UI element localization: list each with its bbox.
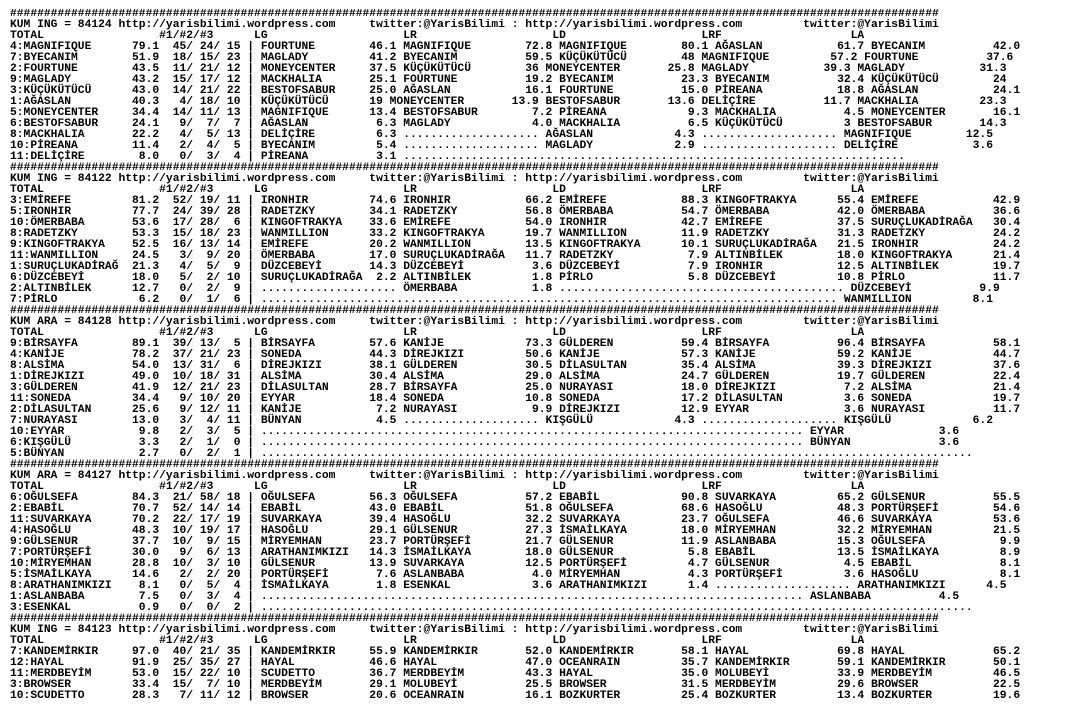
result-row: 9:BİRSAYFA 89.1 39/ 13/ 5 | BİRSAYFA 57.6 KANİJE 73.3 GÜLDEREN 59.4 BİRSAYFA 96.4 BİRSAYFA 58.1 <box>10 338 1021 350</box>
result-row: 10:ÖMERBABA 53.6 17/ 28/ 6 | KINGOFTRAKYA 33.6 EMİREFE 54.0 IRONHIR 42.7 EMİREFE 37.5 SURUÇLUKADİRAĞA 30.4 <box>10 217 1021 229</box>
result-row: 7:PİRLO 6.2 0/ 1/ 6 | ..................................................................................... WANMILLION 8.1 <box>10 294 993 306</box>
result-row: 4:HASOĞLU 48.3 10/ 19/ 17 | HASOĞLU 29.1 GÜLSENUR 27.3 İSMAİLKAYA 18.0 MİRYEMHAN 32.2 MİRYEMHAN 21.5 <box>10 525 1021 537</box>
result-row: 3:ESENKAL 0.9 0/ 0/ 2 | ......................................................................................................... <box>10 602 973 614</box>
result-row: 5:MONEYCENTER 34.4 14/ 11/ 13 | MAGNIFIQUE 13.4 BESTOFSABUR 7.2 PİREANA 9.3 MACKHALIA 4.5 MONEYCENTER 16.1 <box>10 107 1021 119</box>
race-header-line: KUM ING = 84122 http://yarisbilimi.wordpress.com twitter:@YarisBilimi : http://yarisbilimi.wordpress.com twitter:@YarisBilimi <box>10 173 939 185</box>
result-row: 10:MİRYEMHAN 28.8 10/ 3/ 10 | GÜLSENUR 13.9 SUVARKAYA 12.5 PORTÜRŞEFİ 4.7 GÜLSENUR 4.5 EBABİL 8.1 <box>10 558 1021 570</box>
results-sheet <box>10 9 1072 709</box>
column-header-line: TOTAL #1/#2/#3 LG LR LD LRF LA <box>10 481 865 493</box>
result-row: 7:KANDEMİRKIR 97.0 40/ 21/ 35 | KANDEMİRKIR 55.9 KANDEMİRKIR 52.0 KANDEMİRKIR 58.1 HAYAL 69.8 HAYAL 65.2 <box>10 646 1021 658</box>
result-row: 10:EYYAR 9.8 2/ 3/ 5 | ................................................................................ EYYAR 3.6 <box>10 426 960 438</box>
result-row: 1:SURUÇLUKADİRAĞ 21.3 4/ 5/ 9 | DÜZCEBEYİ 14.3 DÜZCEBEYİ 3.6 DÜZCEBEYİ 7.9 IRONHIR 12.5 ALTINBİLEK 19.7 <box>10 261 1021 273</box>
result-row: 6:OĞULSEFA 84.3 21/ 58/ 18 | OĞULSEFA 56.3 OĞULSEFA 57.2 EBABİL 90.8 SUVARKAYA 65.2 GÜLSENUR 55.5 <box>10 492 1021 504</box>
result-row: 7:PORTÜRŞEFİ 30.0 9/ 6/ 13 | ARATHANIMKIZI 14.3 İSMAİLKAYA 18.0 GÜLSENUR 5.8 EBABİL 13.5 İSMAİLKAYA 8.9 <box>10 547 1021 559</box>
result-row: 8:ARATHANIMKIZI 8.1 0/ 5/ 4 | İSMAİLKAYA 1.8 ESENKAL 3.6 ARATHANIMKIZI 1.4 .................... ARATHANIMKIZI 4.5 <box>10 580 1007 592</box>
column-header-line: TOTAL #1/#2/#3 LG LR LD LRF LA <box>10 635 865 647</box>
separator-line: ######################################################################################################################################### <box>10 9 939 20</box>
race-header-line: KUM ARA = 84128 http://yarisbilimi.wordpress.com twitter:@YarisBilimi : http://yarisbilimi.wordpress.com twitter:@YarisBilimi <box>10 316 939 328</box>
result-row: 4:KANİJE 78.2 37/ 21/ 23 | SONEDA 44.3 DİREJKIZI 50.6 KANİJE 57.3 KANİJE 59.2 KANİJE 44.7 <box>10 349 1021 361</box>
result-row: 11:SUVARKAYA 70.2 22/ 17/ 19 | SUVARKAYA 39.4 HASOĞLU 32.2 SUVARKAYA 23.7 OĞULSEFA 46.6 SUVARKAYA 53.6 <box>10 514 1021 526</box>
result-row: 7:NURAYASI 13.0 3/ 4/ 11 | BÜNYAN 4.5 .................... KIŞGÜLÜ 4.3 .................... KIŞGÜLÜ 6.2 <box>10 415 993 427</box>
result-row: 11:DELİÇİRE 8.0 0/ 3/ 4 | PİREANA 3.1 .......................................................................... <box>10 151 905 163</box>
result-row: 11:WANMILLION 24.5 3/ 9/ 20 | ÖMERBABA 17.0 SURUÇLUKADİRAĞA 11.7 RADETZKY 7.9 ALTINBİLEK 18.0 KINGOFTRAKYA 21.4 <box>10 250 1021 262</box>
separator-line: ######################################################################################################################################### <box>10 305 939 317</box>
result-row: 6:KIŞGÜLÜ 3.3 2/ 1/ 0 | ................................................................................ BÜNYAN 3.6 <box>10 437 960 449</box>
race-header-line: KUM ING = 84123 http://yarisbilimi.wordpress.com twitter:@YarisBilimi : http://yarisbilimi.wordpress.com twitter:@YarisBilimi <box>10 624 939 636</box>
result-row: 10:PİREANA 11.4 2/ 4/ 5 | BYECANIM 5.4 .................... MAGLADY 2.9 .................... DELİÇİRE 3.6 <box>10 140 993 152</box>
result-row: 2:DİLASULTAN 25.6 9/ 12/ 11 | KANİJE 7.2 NURAYASI 9.9 DİREJKIZI 12.9 EYYAR 3.6 NURAYASI 11.7 <box>10 404 1021 416</box>
result-row: 8:MACKHALIA 22.2 4/ 5/ 13 | DELİÇİRE 6.3 .................... AĞASLAN 4.3 .................... MAGNIFIQUE 12.5 <box>10 129 993 141</box>
result-row: 2:EBABİL 70.7 52/ 14/ 14 | EBABİL 43.0 EBABİL 51.8 OĞULSEFA 68.6 HASOĞLU 48.3 PORTÜRŞEFİ 54.6 <box>10 503 1021 515</box>
result-row: 9:GÜLSENUR 37.7 10/ 9/ 15 | MİRYEMHAN 23.7 PORTÜRŞEFİ 21.7 GÜLSENUR 11.9 ASLANBABA 15.3 OĞULSEFA 9.9 <box>10 536 1021 548</box>
result-row: 11:MERDBEYİM 53.0 15/ 22/ 10 | SCUDETTO 36.7 MERDBEYİM 43.3 HAYAL 35.0 MOLUBEYİ 33.9 MERDBEYİM 46.5 <box>10 668 1021 680</box>
race-header-line: KUM ARA = 84127 http://yarisbilimi.wordpress.com twitter:@YarisBilimi : http://yarisbilimi.wordpress.com twitter:@YarisBilimi <box>10 470 939 482</box>
result-row: 5:BÜNYAN 2.7 0/ 2/ 1 | ......................................................................................................... <box>10 448 973 460</box>
result-row: 12:HAYAL 91.9 25/ 35/ 27 | HAYAL 46.6 HAYAL 47.0 OCEANRAIN 35.7 KANDEMİRKIR 59.1 KANDEMİRKIR 50.1 <box>10 657 1021 669</box>
result-row: 2:FOURTUNE 43.5 11/ 21/ 12 | MONEYCENTER 37.5 KÜÇÜKÜTÜCÜ 36 MONEYCENTER 25.8 MAGLADY 39.3 MAGLADY 31.3 <box>10 63 1007 75</box>
result-row: 1:ASLANBABA 7.5 0/ 3/ 4 | ................................................................................ ASLANBABA 4.5 <box>10 591 960 603</box>
result-row: 3:KÜÇÜKÜTÜCÜ 43.0 14/ 21/ 22 | BESTOFSABUR 25.0 AĞASLAN 16.1 FOURTUNE 15.0 PİREANA 18.8 AĞASLAN 24.1 <box>10 85 1021 97</box>
result-row: 6:DÜZCEBEYİ 18.0 5/ 2/ 10 | SURUÇLUKADİRAĞA 2.2 ALTINBİLEK 1.8 PİRLO 5.8 DÜZCEBEYİ 10.8 PİRLO 11.7 <box>10 272 1021 284</box>
separator-line: ######################################################################################################################################### <box>10 459 939 471</box>
result-row: 8:ALSİMA 54.0 13/ 31/ 6 | DİREJKIZI 38.1 GÜLDEREN 30.5 DİLASULTAN 35.4 ALSİMA 39.3 DİREJKIZI 37.6 <box>10 360 1021 372</box>
result-row: 7:BYECANIM 51.9 18/ 15/ 23 | MAGLADY 41.2 BYECANIM 59.5 KÜÇÜKÜTÜCÜ 48 MAGNIFIQUE 57.2 FOURTUNE 37.6 <box>10 52 1014 64</box>
result-row: 6:BESTOFSABUR 24.1 9/ 7/ 7 | AĞASLAN 6.3 MAGLADY 4.0 MACKHALIA 6.5 KÜÇÜKÜTÜCÜ 3 BESTOFSABUR 14.3 <box>10 118 1007 130</box>
result-row: 2:ALTINBİLEK 12.7 0/ 2/ 9 | .................... ÖMERBABA 1.8 .......................................... DÜZCEBEYİ 9.9 <box>10 283 1000 295</box>
result-row: 4:MAGNIFIQUE 79.1 45/ 24/ 15 | FOURTUNE 46.1 MAGNIFIQUE 72.8 MAGNIFIQUE 80.1 AĞASLAN 61.7 BYECANIM 42.0 <box>10 41 1021 53</box>
result-row: 9:MAGLADY 43.2 15/ 17/ 12 | MACKHALIA 25.1 FOURTUNE 19.2 BYECANIM 23.3 BYECANIM 32.4 KÜÇÜKÜTÜCÜ 24 <box>10 74 1007 86</box>
race-header-line: KUM ING = 84124 http://yarisbilimi.wordpress.com twitter:@YarisBilimi : http://yarisbilimi.wordpress.com twitter:@YarisBilimi <box>10 19 939 31</box>
column-header-line: TOTAL #1/#2/#3 LG LR LD LRF LA <box>10 327 865 339</box>
result-row: 3:EMİREFE 81.2 52/ 19/ 11 | IRONHIR 74.6 IRONHIR 66.2 EMİREFE 88.3 KINGOFTRAKYA 55.4 EMİREFE 42.9 <box>10 195 1021 207</box>
result-row: 5:IRONHIR 77.7 24/ 39/ 28 | RADETZKY 34.1 RADETZKY 56.8 ÖMERBABA 54.7 ÖMERBABA 42.0 ÖMERBABA 36.6 <box>10 206 1021 218</box>
result-row: 1:DİREJKIZI 49.0 10/ 18/ 31 | ALSİMA 30.4 ALSİMA 29.0 ALSİMA 24.7 GÜLDEREN 19.7 GÜLDEREN 22.4 <box>10 371 1021 383</box>
result-row: 8:RADETZKY 53.3 15/ 18/ 23 | WANMILLION 33.2 KINGOFTRAKYA 19.7 WANMILLION 11.9 RADETZKY 31.3 RADETZKY 24.2 <box>10 228 1021 240</box>
column-header-line: TOTAL #1/#2/#3 LG LR LD LRF LA <box>10 184 865 196</box>
separator-line: ######################################################################################################################################### <box>10 162 939 174</box>
result-row: 5:İSMAİLKAYA 14.6 2/ 2/ 20 | PORTÜRŞEFİ 7.6 ASLANBABA 4.0 MİRYEMHAN 4.3 PORTÜRŞEFİ 3.6 HASOĞLU 8.1 <box>10 569 1021 581</box>
result-row: 9:KINGOFTRAKYA 52.5 16/ 13/ 14 | EMİREFE 20.2 WANMILLION 13.5 KINGOFTRAKYA 10.1 SURUÇLUKADİRAĞA 21.5 IRONHIR 24.2 <box>10 239 1021 251</box>
result-row: 10:SCUDETTO 28.3 7/ 11/ 12 | BROWSER 20.6 OCEANRAIN 16.1 BOZKURTER 25.4 BOZKURTER 13.4 BOZKURTER 19.6 <box>10 690 1021 702</box>
result-row: 3:GÜLDEREN 41.9 12/ 21/ 23 | DİLASULTAN 28.7 BİRSAYFA 25.0 NURAYASI 18.0 DİREJKIZI 7.2 ALSİMA 21.4 <box>10 382 1021 394</box>
result-row: 1:AĞASLAN 40.3 4/ 18/ 10 | KÜÇÜKÜTÜCÜ 19 MONEYCENTER 13.9 BESTOFSABUR 13.6 DELİÇİRE 11.7 MACKHALIA 23.3 <box>10 96 1007 108</box>
column-header-line: TOTAL #1/#2/#3 LG LR LD LRF LA <box>10 30 865 42</box>
result-row: 3:BROWSER 33.4 15/ 7/ 10 | MERDBEYİM 29.1 MOLUBEYİ 25.5 BROWSER 31.5 MERDBEYİM 29.6 BROWSER 22.5 <box>10 679 1021 691</box>
result-row: 11:SONEDA 34.4 9/ 10/ 20 | EYYAR 18.4 SONEDA 10.8 SONEDA 17.2 DİLASULTAN 3.6 SONEDA 19.7 <box>10 393 1021 405</box>
separator-line: ######################################################################################################################################### <box>10 613 939 625</box>
